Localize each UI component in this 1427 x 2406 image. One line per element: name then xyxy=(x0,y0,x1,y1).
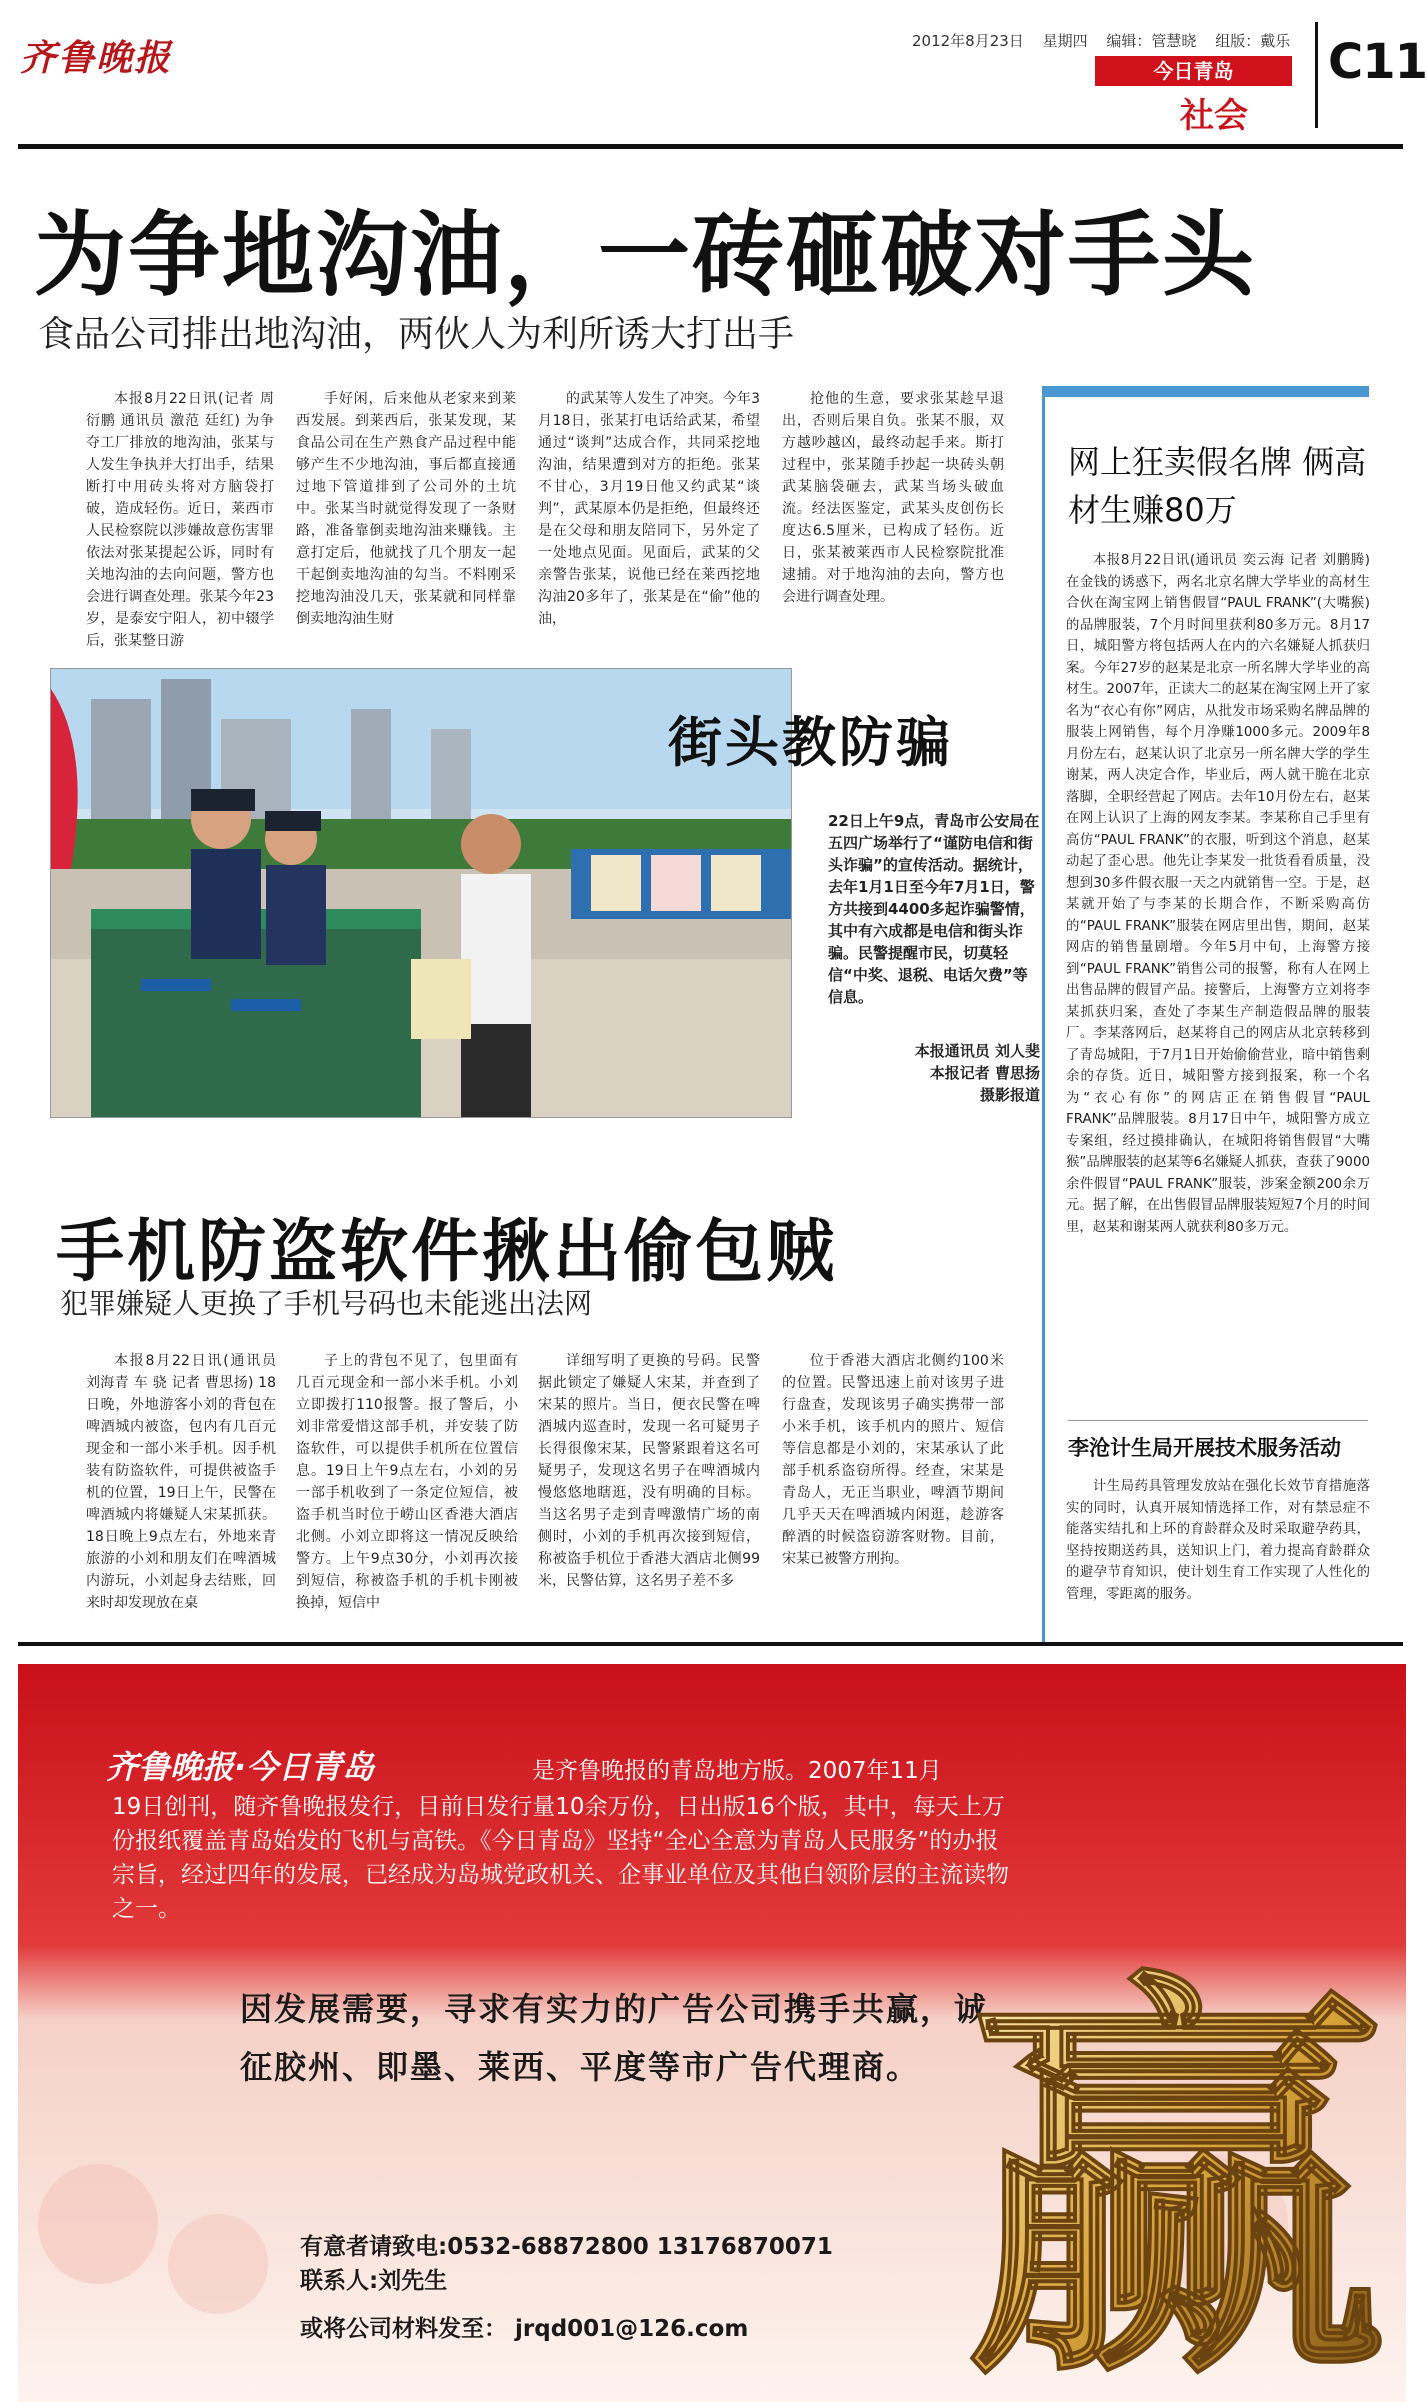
ad-intro-lead: 是齐鲁晚报的青岛地方版。2007年11月 xyxy=(532,1758,942,1784)
editor-credit: 编辑：管慧晓 xyxy=(1106,32,1197,50)
masthead-logo: 齐鲁晚报 xyxy=(20,37,173,79)
photo-caption: 22日上午9点，青岛市公安局在五四广场举行了“谨防电信和街头诈骗”的宣传活动。据统计，去年1月1日至今年7月1日，警方共接到4400多起诈骗警情，其中有六成都是电信和街头诈骗。民警提醒市民，切莫轻信“中奖、退税、电话欠费”等信息。 xyxy=(828,812,1040,1006)
page-number: C11 xyxy=(1328,34,1427,90)
designer-credit: 组版：戴乐 xyxy=(1215,32,1291,50)
story2-col3: 详细写明了更换的号码。民警据此锁定了嫌疑人宋某，并查到了宋某的照片。当日，便衣民警在啤酒城内巡查时，发现一名可疑男子长得很像宋某，民警紧跟着这名可疑男子，发现这名男子在啤酒城内慢悠悠地瞎逛，没有明确的目标。当这名男子走到青啤激情广场的南侧时，小刘的手机再次接到短信，称被盗手机位于香港大酒店北侧99米，民警估算，这名男子差不多 xyxy=(538,1353,760,1589)
story1-headline: 为争地沟油，一砖砸破对手头 xyxy=(34,202,1257,309)
story2-col4: 位于香港大酒店北侧约100米的位置。民警迅速上前对该男子进行盘查，发现该男子确实携带一部小米手机，该手机内的照片、短信等信息都是小刘的，宋某承认了此部手机系盗窃所得。经查，宋某是青岛人，无正当职业，啤酒节期间几乎天天在啤酒城内闲逛，趁游客醉酒的时候盗窃游客财物。目前，宋某已被警方刑拘。 xyxy=(782,1353,1004,1567)
photo-credit-line2: 本报记者 曹思扬 xyxy=(929,1064,1040,1082)
edition-tag: 今日青岛 xyxy=(1095,56,1292,86)
story1-subhead: 食品公司排出地沟油，两伙人为利所诱大打出手 xyxy=(38,314,795,355)
ad-contact-person: 联系人:刘先生 xyxy=(300,2268,448,2294)
issue-meta xyxy=(912,30,1304,51)
story1-col2: 手好闲，后来他从老家来到莱西发展。到莱西后，张某发现，某食品公司在生产熟食产品过程中能够产生不少地沟油，事后都直接通过地下管道排到了公司外的土坑中。张某当时就觉得发现了一条财路，准备靠倒卖地沟油来赚钱。主意打定后，他就找了几个朋友一起干起倒卖地沟油的勾当。不料刚采挖地沟油没几天，张某就和同样靠倒卖地沟油生财 xyxy=(296,391,516,627)
story2-headline: 手机防盗软件揪出偷包贼 xyxy=(56,1213,838,1292)
story2-col1: 本报8月22日讯(通讯员 刘海青 车 骁 记者 曹思扬) 18日晚，外地游客小刘的背包在啤酒城内被盗，包内有几百元现金和一部小米手机。因手机装有防盗软件，可提供被盗手机的位置，19日上午，民警在啤酒城内将嫌疑人宋某抓获。18日晚上9点左右，外地来青旅游的小刘和朋友们在啤酒城内游玩，小刘起身去结账，回来时却发现放在桌 xyxy=(86,1353,276,1611)
story1-col4: 抢他的生意，要求张某趁早退出，否则后果自负。张某不服，双方越吵越凶，最终动起手来。斯打过程中，张某随手抄起一块砖头朝武某脑袋砸去，武某当场头破血流。经法医鉴定，武某头皮创伤长度达6.5厘米，已构成了轻伤。近日，张某被莱西市人民检察院批准逮捕。对于地沟油的去向，警方也会进行调查处理。 xyxy=(782,391,1004,605)
photo-credit-line3: 摄影报道 xyxy=(979,1086,1040,1104)
story2-subhead: 犯罪嫌疑人更换了手机号码也未能逃出法网 xyxy=(60,1287,593,1320)
story1-col3: 的武某等人发生了冲突。今年3月18日，张某打电话给武某，希望通过“谈判”达成合作，共同采挖地沟油，结果遭到对方的拒绝。张某不甘心，3月19日他又约武某“谈判”，武某原本仍是拒绝，但最终还是在父母和朋友陪同下，另外定了一处地点见面。见面后，武某的父亲警告张某，说他已经在莱西挖地沟油20多年了，张某是在“偷”他的油， xyxy=(538,391,760,627)
ad-phone: 有意者请致电:0532-68872800 13176870071 xyxy=(300,2234,833,2260)
ad-pitch: 因发展需要，寻求有实力的广告公司携手共赢，诚征胶州、即墨、莱西、平度等市广告代理商。 xyxy=(240,1990,989,2086)
sidebar-accent-line xyxy=(1042,386,1045,1644)
brief-headline: 李沧计生局开展技术服务活动 xyxy=(1068,1436,1341,1460)
photo-title: 街头教防骗 xyxy=(668,711,953,774)
ad-logo: 齐鲁晚报·今日青岛 xyxy=(106,1748,375,1786)
photo-credit-line1: 本报通讯员 刘人斐 xyxy=(914,1042,1040,1060)
win-graphic xyxy=(960,1900,1390,2406)
ad-intro: 19日创刊，随齐鲁晚报发行，目前日发行量10余万份，日出版16个版，其中，每天上万份报纸覆盖青岛始发的飞机与高铁。《今日青岛》坚持“全心全意为青岛人民服务”的办报宗旨，经过四年的发展，已经成为岛城党政机关、企事业单位及其他白领阶层的主流读物之一。 xyxy=(112,1794,1009,1922)
section-label: 社会 xyxy=(1180,96,1248,136)
sidebar-accent-bar xyxy=(1042,386,1369,397)
bottom-rule xyxy=(18,1642,1403,1646)
story1-col1: 本报8月22日讯(记者 周衍鹏 通讯员 激范 廷红) 为争夺工厂排放的地沟油，张某与人发生争执并大打出手，结果断打中用砖头将对方脑袋打破，造成轻伤。近日，莱西市人民检察院以涉嫌故意伤害罪依法对张某提起公诉，同时有关地沟油的去向问题，警方也会进行调查处理。张某今年23岁，是泰安宁阳人，初中辍学后，张某整日游 xyxy=(86,391,274,649)
sidebar-headline: 网上狂卖假名牌 俩高材生赚80万 xyxy=(1068,443,1367,529)
story2-col2: 子上的背包不见了，包里面有几百元现金和一部小米手机。小刘立即拨打110报警。报了警后，小刘非常爱惜这部手机，并安装了防盗软件，可以提供手机所在位置信息。19日上午9点左右，小刘的另一部手机收到了一条定位短信，被盗手机当时位于崂山区香港大酒店北侧。小刘立即将这一情况反映给警方。上午9点30分，小刘再次接到短信，称被盗手机的手机卡刚被换掉，短信中 xyxy=(296,1353,518,1611)
issue-date: 2012年8月23日 xyxy=(912,32,1024,50)
header-divider xyxy=(1315,22,1318,128)
ad-contact xyxy=(300,2230,833,2346)
sidebar-rule xyxy=(1068,1420,1368,1421)
top-rule xyxy=(18,144,1403,149)
win-glyph: 赢 xyxy=(965,1941,1385,2406)
sidebar-body: 本报8月22日讯(通讯员 奕云海 记者 刘鹏腾) 在金钱的诱惑下，两名北京名牌大学毕业的高材生合伙在淘宝网上销售假冒“PAUL FRANK”(大嘴猴)的品牌服装，7个月时间里获利80多万元。8月17日，城阳警方将包括两人在内的六名嫌疑人抓获归案。今年27岁的赵某是北京一所名牌大学毕业的高材生。2007年，正读大二的赵某在淘宝网上开了家名为“衣心有你”网店，从批发市场采购名牌品牌的服装上网销售，每个月净赚1000多元。2009年8月份左右，赵某认识了北京另一所名牌大学的学生谢某，两人决定合作，毕业后，两人就干脆在北京落脚，全职经营起了网店。去年10月份左右，赵某在网上认识了上海的网友李某。李某称自己手里有高仿“PAUL FRANK”的衣服，听到这个消息，赵某动起了歪心思。他先让李某发一批货看看质量，没想到30多件假衣服一天之内就销售一空。于是，赵某就开始了与李某的长期合作，不断采购高仿的“PAUL FRANK”服装在网店里出售，期间，赵某网店的销售量剧增。今年5月中旬，上海警方接到“PAUL FRANK”销售公司的报警，称有人在网上出售品牌的假冒产品。接警后，上海警方立刘将李某抓获归案，查处了李某生产制造假品牌的服装厂。李某落网后，赵某将自己的网店从北京转移到了青岛城阳，于7月1日开始偷偷营业，暗中销售剩余的存货。近日，城阳警方接到报案，称一个名为“衣心有你”的网店正在销售假冒“PAUL FRANK”品牌服装。8月17日中午，城阳警方成立专案组，经过摸排确认，在城阳将销售假冒“大嘴猴”品牌服装的赵某等6名嫌疑人抓获，查获了9000余件假冒“PAUL FRANK”服装，涉案金额200余万元。据了解，在出售假冒品牌服装短短7个月的时间里，赵某和谢某两人就获利80多万元。 xyxy=(1066,553,1370,1235)
issue-weekday: 星期四 xyxy=(1042,32,1088,50)
ad-email[interactable]: 或将公司材料发至： jrqd001@126.com xyxy=(300,2316,749,2342)
brief-body: 计生局药具管理发放站在强化长效节育措施落实的同时，认真开展知情选择工作，对有禁忌症不能落实结扎和上环的育龄群众及时采取避孕药具，坚持按期送药具，送知识上门，着力提高育龄群众的避孕节育知识，使计划生育工作实现了人性化的管理，零距离的服务。 xyxy=(1066,1479,1370,1602)
photo-credit xyxy=(830,1040,1040,1106)
